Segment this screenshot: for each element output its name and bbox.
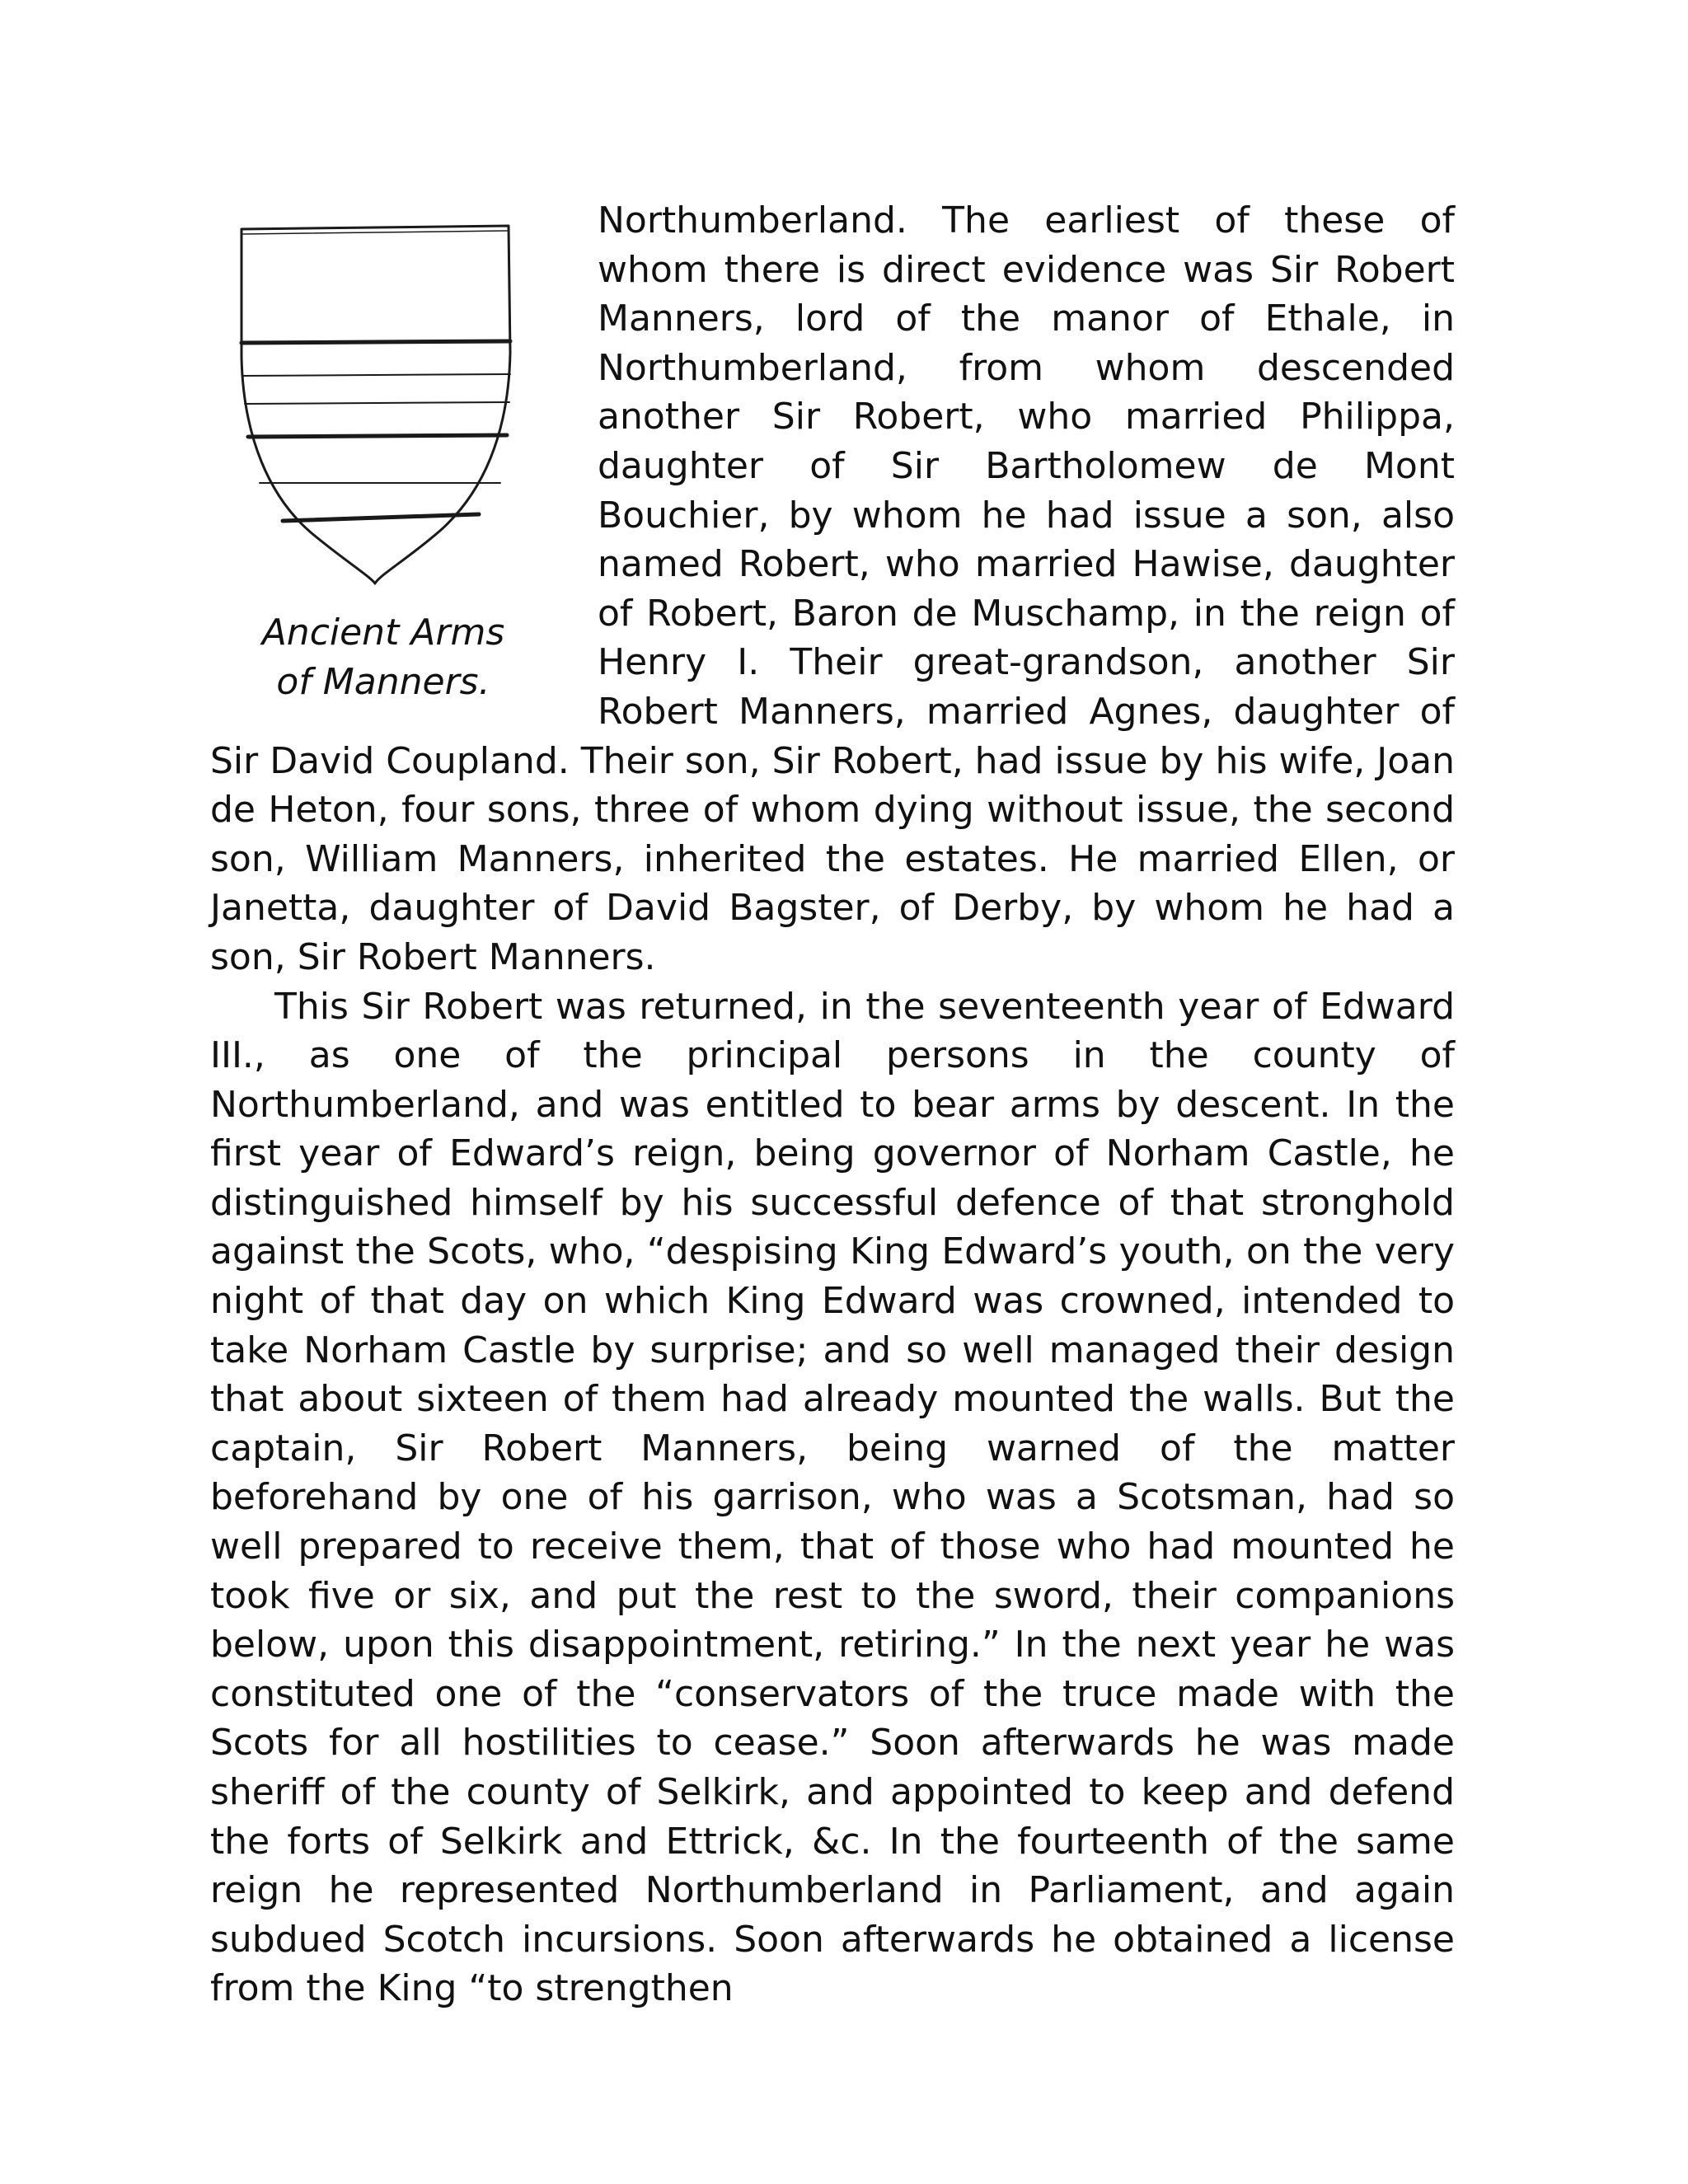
coat-of-arms-figure xyxy=(210,196,556,724)
body-text xyxy=(210,196,1455,2013)
paragraph-1: Northumberland. The earliest of these of whom there is direct evidence was Sir Robert Manners, lord of the manor of Ethale, in Northumberland, from whom descended another Sir Robert, who married Philippa, daughter of Sir Bartholomew de Mont Bouchier, by whom he had issue a son, also named Robert, who married Hawise, daughter of Robert, Baron de Muschamp, in the reign of Henry I. Their great-grandson, another Sir Robert Manners, married Agnes, daughter of Sir David Coupland. Their son, Sir Robert, had issue by his wife, Joan de Heton, four sons, three of whom dying without issue, the second son, William Manners, inherited the estates. He married Ellen, or Janetta, daughter of David Bagster, of Derby, by whom he had a son, Sir Robert Manners. xyxy=(210,199,1455,978)
caption-line-1: Ancient Arms xyxy=(261,612,505,654)
paragraph-2: This Sir Robert was returned, in the seventeenth year of Edward III., as one of the principal persons in the county of Northumberland, and was entitled to bear arms by descent. In the first year of Edward’s reign, being governor of Norham Castle, he distinguished himself by his successful defence of that stronghold against the Scots, who, “despising King Edward’s youth, on the very night of that day on which King Edward was crowned, intended to take Norham Castle by surprise; and so well managed their design that about sixteen of them had already mounted the walls. But the captain, Sir Robert Manners, being warned of the matter beforehand by one of his garrison, who was a Scotsman, had so well prepared to receive them, that of those who had mounted he took five or six, and put the rest to the sword, their companions below, upon this disappointment, retiring.” In the next year he was constituted one of the “conservators of the truce made with the Scots for all hostilities to cease.” Soon afterwards he was made sheriff of the county of Selkirk, and appointed to keep and defend the forts of Selkirk and Ettrick, &c. In the fourteenth of the same reign he represented Northumberland in Parliament, and again subdued Scotch incursions. Soon afterwards he obtained a license from the King “to strengthen xyxy=(210,985,1455,2010)
caption-line-2: of Manners. xyxy=(276,661,490,703)
figure-caption xyxy=(210,608,556,707)
shield-icon xyxy=(235,221,515,600)
